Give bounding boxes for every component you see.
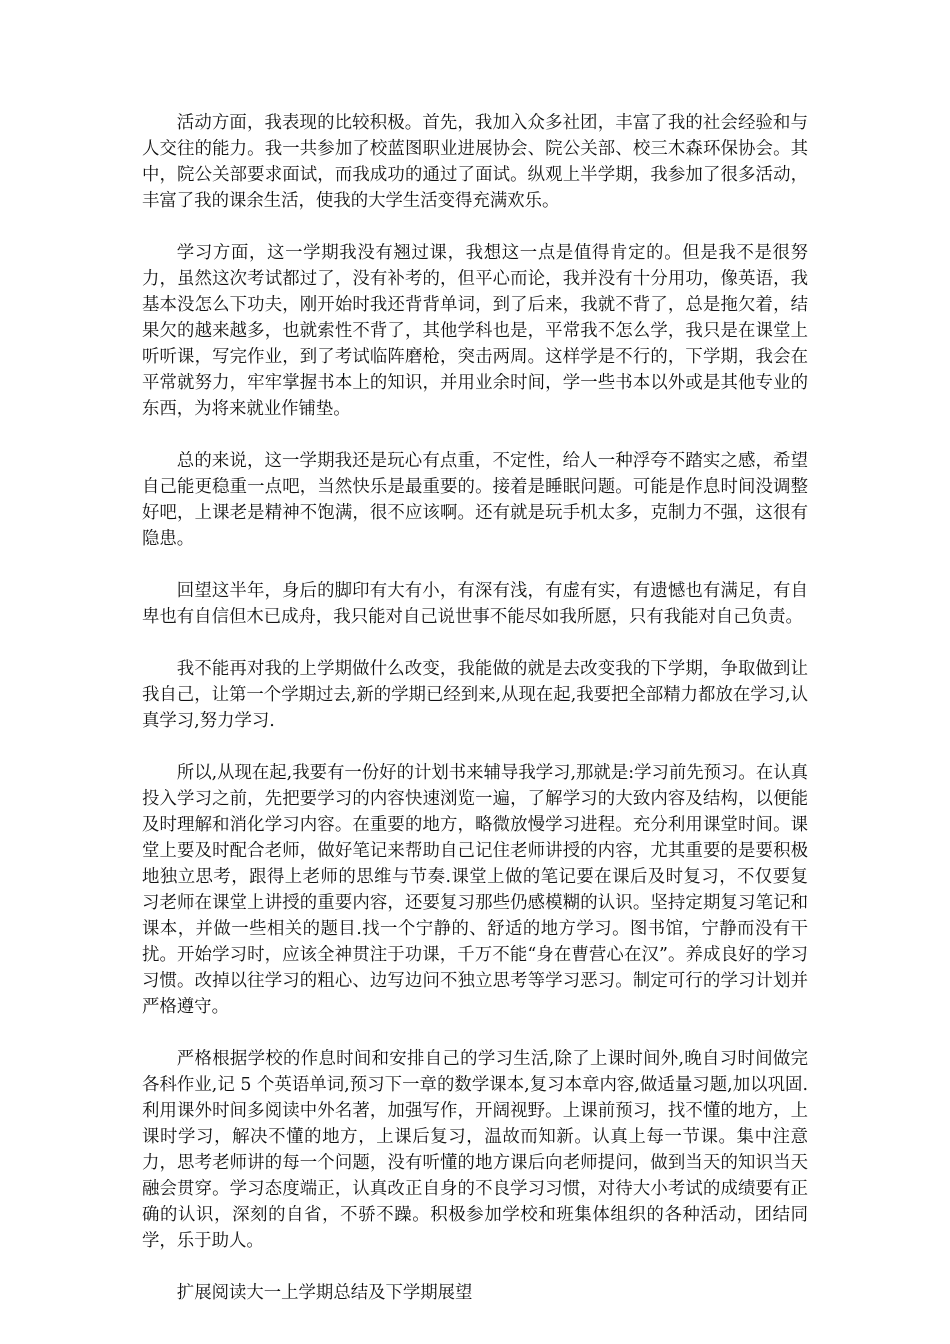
paragraph-change: 我不能再对我的上学期做什么改变，我能做的就是去改变我的下学期，争取做到让我自己，让第一个学期过去,新的学期已经到来,从现在起,我要把全部精力都放在学习,认真学习,努力学习. [142, 659, 808, 731]
paragraph-study: 学习方面，这一学期我没有翘过课，我想这一点是值得肯定的。但是我不是很努力，虽然这次考试都过了，没有补考的，但平心而论，我并没有十分用功，像英语，我基本没怎么下功夫，刚开始时我还背背单词，到了后来，我就不背了，总是拖欠着，结果欠的越来越多，也就索性不背了，其他学科也是，平常我不怎么学，我只是在课堂上听听课，写完作业，到了考试临阵磨枪，突击两周。这样学是不行的，下学期，我会在平常就努力，牢牢掌握书本上的知识，并用业余时间，学一些书本以外或是其他专业的东西，为将来就业作铺垫。 [142, 243, 808, 419]
extended-reading-title: 扩展阅读大一上学期总结及下学期展望 [176, 1283, 473, 1303]
paragraph-study-plan: 所以,从现在起,我要有一份好的计划书来辅导我学习,那就是:学习前先预习。在认真投入学习之前，先把要学习的内容快速浏览一遍，了解学习的大致内容及结构，以便能及时理解和消化学习内容。在重要的地方，略微放慢学习进程。充分利用课堂时间。课堂上要及时配合老师，做好笔记来帮助自己记住老师讲授的内容，尤其重要的是要积极地独立思考，跟得上老师的思维与节奏.课堂上做的笔记要在课后及时复习，不仅要复习老师在课堂上讲授的重要内容，还要复习那些仍感模糊的认识。坚持定期复习笔记和课本，并做一些相关的题目.找一个宁静的、舒适的地方学习。图书馆，宁静而没有干扰。开始学习时，应该全神贯注于功课，千万不能“身在曹营心在汉”。养成良好的学习习惯。改掉以往学习的粗心、边写边问不独立思考等学习恶习。制定可行的学习计划并严格遵守。 [142, 763, 808, 1017]
paragraph-summary: 总的来说，这一学期我还是玩心有点重，不定性，给人一种浮夸不踏实之感，希望自己能更稳重一点吧，当然快乐是最重要的。接着是睡眠问题。可能是作息时间没调整好吧，上课老是精神不饱满，很不应该啊。还有就是玩手机太多，克制力不强，这很有隐患。 [142, 451, 808, 549]
document-page [142, 110, 808, 1306]
paragraph-activities: 活动方面，我表现的比较积极。首先，我加入众多社团，丰富了我的社会经验和与人交往的能力。我一共参加了校蓝图职业进展协会、院公关部、校三木森环保协会。其中，院公关部要求面试，而我成功的通过了面试。纵观上半学期，我参加了很多活动，丰富了我的课余生活，使我的大学生活变得充满欢乐。 [142, 113, 808, 211]
paragraph-reflection: 回望这半年，身后的脚印有大有小，有深有浅，有虚有实，有遗憾也有满足，有自卑也有自信但木已成舟，我只能对自己说世事不能尽如我所愿，只有我能对自己负责。 [142, 581, 808, 627]
paragraph-schedule: 严格根据学校的作息时间和安排自己的学习生活,除了上课时间外,晚自习时间做完各科作业,记 5 个英语单词,预习下一章的数学课本,复习本章内容,做适量习题,加以巩固.利用课外时间多阅读中外名著，加强写作，开阔视野。上课前预习，找不懂的地方，上课时学习，解决不懂的地方，上课后复习，温故而知新。认真上每一节课。集中注意力，思考老师讲的每一个问题，没有听懂的地方课后向老师提问，做到当天的知识当天融会贯穿。学习态度端正，认真改正自身的不良学习习惯，对待大小考试的成绩要有正确的认识，深刻的自省，不骄不躁。积极参加学校和班集体组织的各种活动，团结同学，乐于助人。 [142, 1049, 808, 1251]
